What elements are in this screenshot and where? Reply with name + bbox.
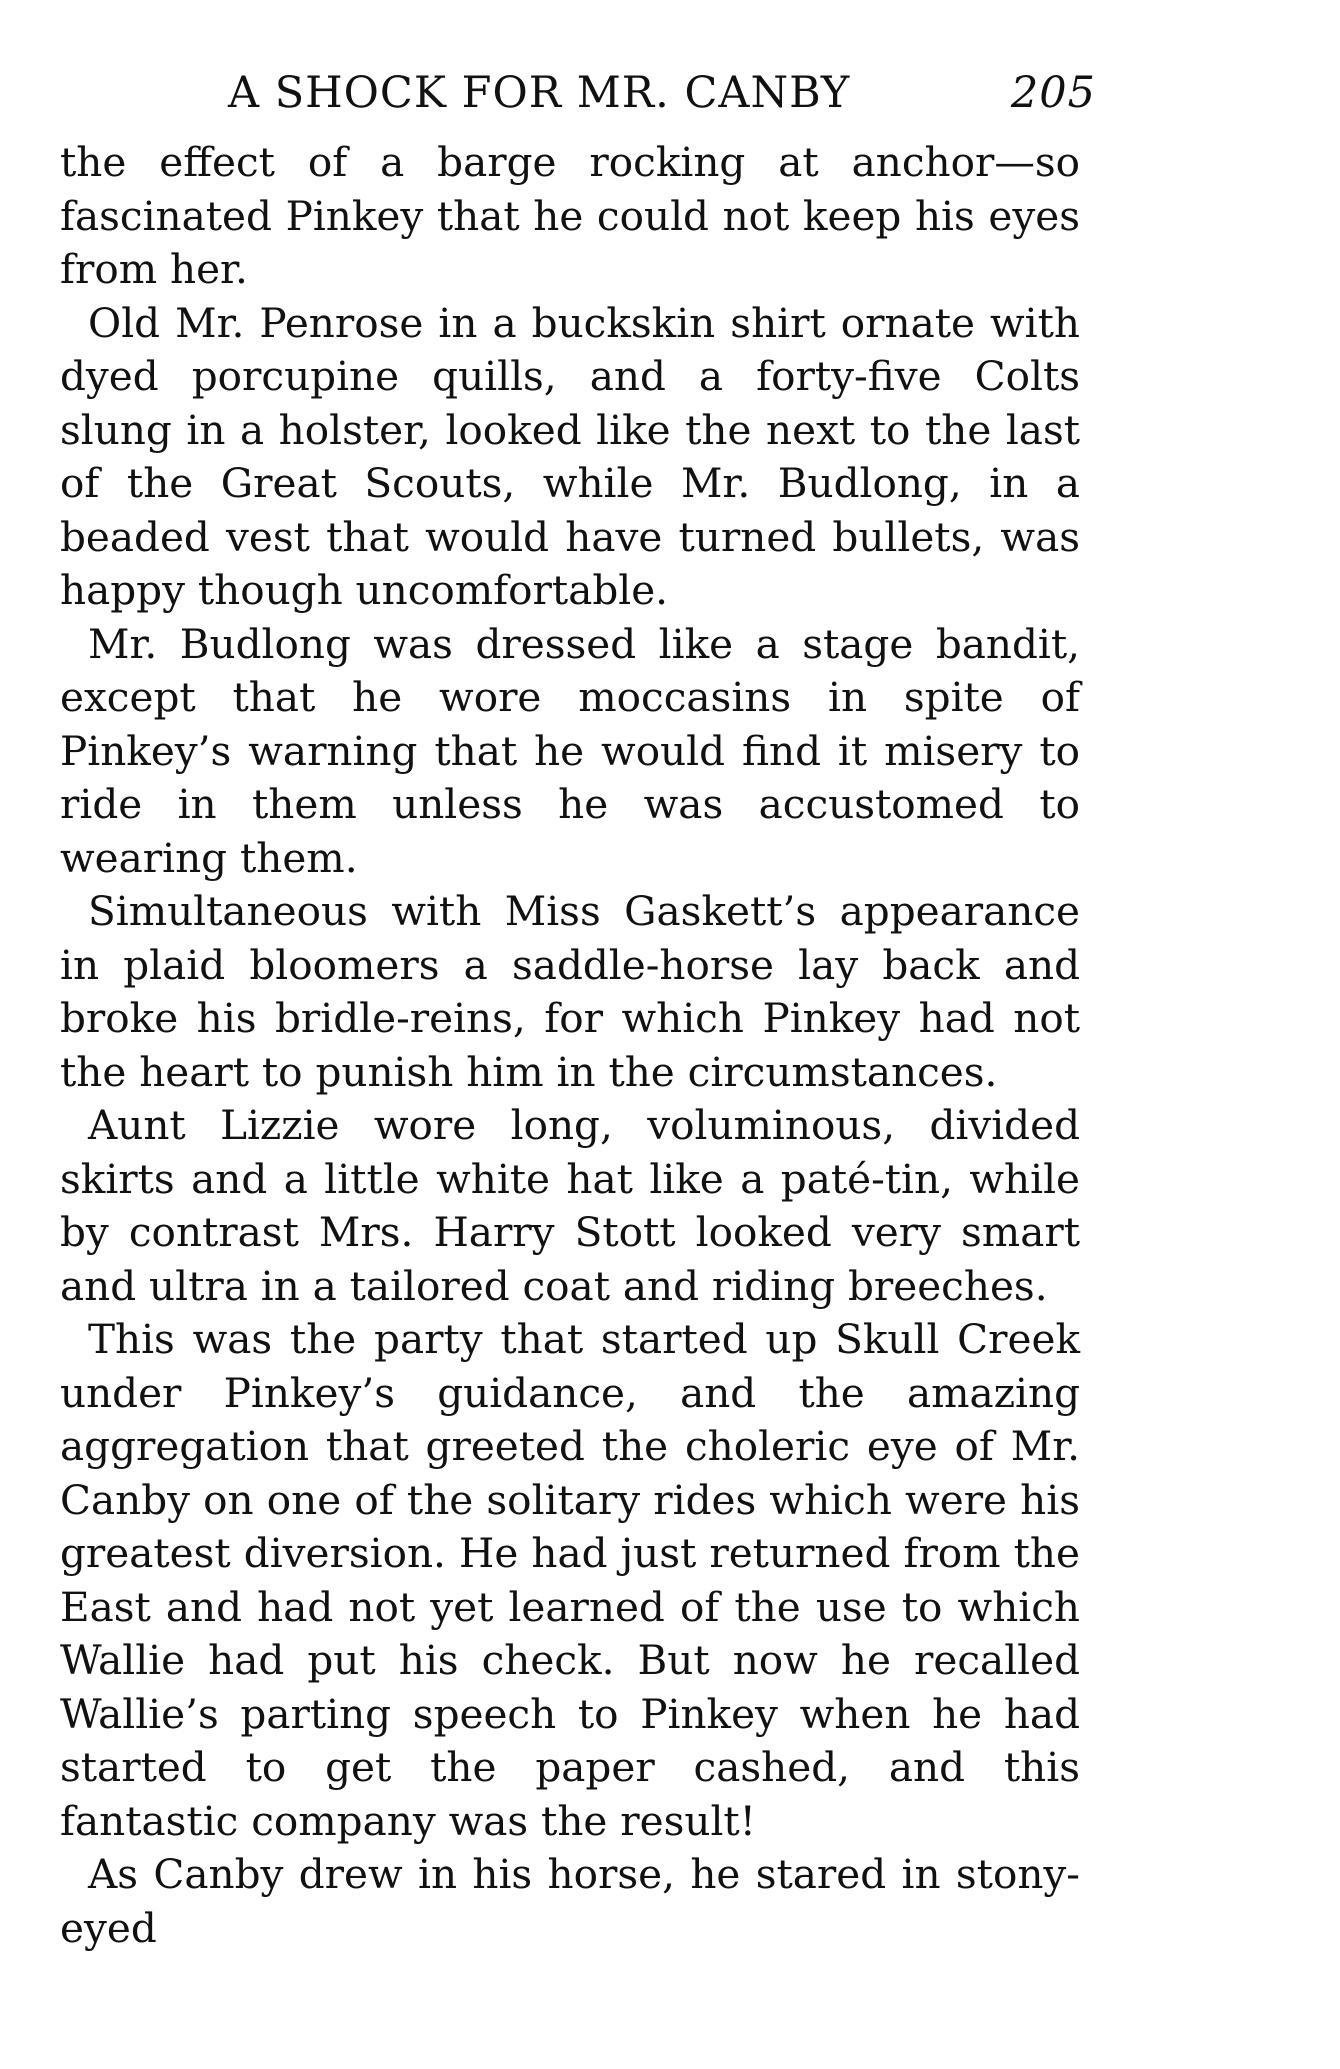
paragraph-aunt-lizzie: Aunt Lizzie wore long, voluminous, divided skirts and a little white hat like a paté-tin, while by contrast Mrs. Harry Stott looked very smart and ultra in a tailored coat and riding breeches.: [60, 1101, 1080, 1310]
running-title: A SHOCK FOR MR. CANBY: [228, 68, 851, 118]
running-head: [60, 60, 1096, 132]
book-page: [60, 60, 1096, 1955]
paragraph-miss-gaskett: Simultaneous with Miss Gaskett’s appearance in plaid bloomers a saddle-horse lay back and broke his bridle-reins, for which Pinkey had not the heart to punish him in the circumstances.: [60, 887, 1080, 1096]
paragraph-continuation: the effect of a barge rocking at anchor—so fascinated Pinkey that he could not keep his eyes from her.: [60, 138, 1080, 293]
paragraph-penrose-budlong: Old Mr. Penrose in a buckskin shirt ornate with dyed porcupine quills, and a forty-five Colts slung in a holster, looked like the next to the last of the Great Scouts, while Mr. Budlong, in a beaded vest that would have turned bullets, was happy though uncomfortable.: [60, 298, 1080, 614]
body-text: [60, 136, 1080, 1955]
paragraph-canby-stares: As Canby drew in his horse, he stared in stony-eyed: [60, 1850, 1080, 1952]
paragraph-budlong-dress: Mr. Budlong was dressed like a stage bandit, except that he wore moccasins in spite of Pinkey’s warning that he would find it misery to ride in them unless he was accustomed to wearing them.: [60, 619, 1080, 882]
page-number: 205: [1010, 68, 1096, 118]
paragraph-the-party: This was the party that started up Skull Creek under Pinkey’s guidance, and the amazing aggregation that greeted the choleric eye of Mr. Canby on one of the solitary rides which were his greatest diversion. He had just returned from the East and had not yet learned of the use to which Wallie had put his check. But now he recalled Wallie’s parting speech to Pinkey when he had started to get the paper cashed, and this fantastic company was the result!: [60, 1315, 1080, 1845]
